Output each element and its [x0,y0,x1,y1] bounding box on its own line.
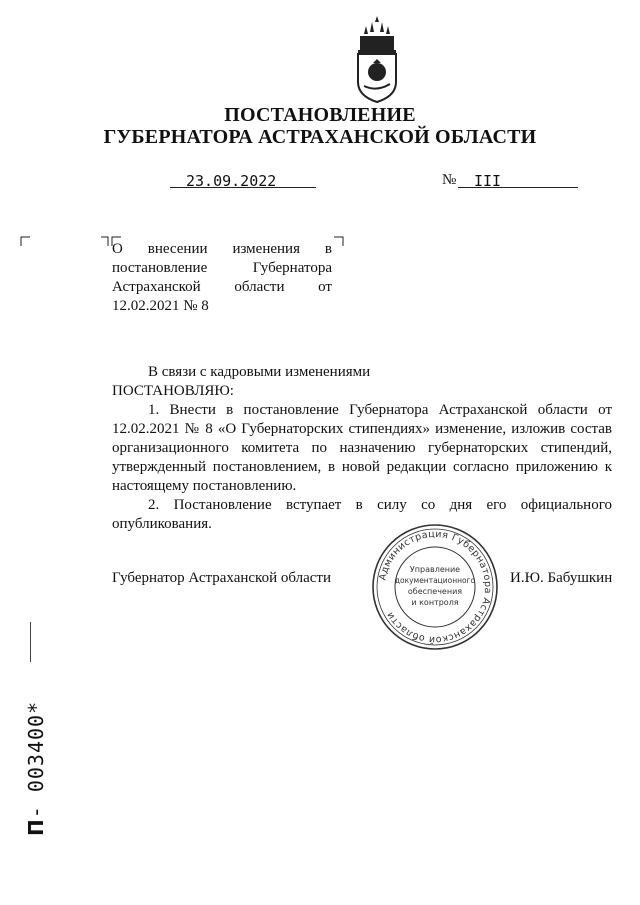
side-serial [24,701,48,836]
corner-mark-left [20,236,30,246]
document-issuer: ГУБЕРНАТОРА АСТРАХАНСКОЙ ОБЛАСТИ [103,126,537,148]
stamp-center-line-2: документационного [394,576,476,585]
item-1: 1. Внести в постановление Губернатора Астраханской области от 12.02.2021 № 8 «О Губернаторских стипендиях» изменение, изложив состав организационного комитета по назначению губернаторских стипендий, утвержденный постановлением, в новой редакции согласно приложению к настоящему постановлению. [112,402,612,494]
signatory-name: И.Ю. Бабушкин [510,570,613,586]
corner-mark-subject-right [333,236,345,246]
document-number: III [474,172,502,190]
number-label: № [442,172,457,188]
serial-prefix: П [24,818,48,836]
stamp-center-line-1: Управление [409,565,461,574]
item-2: 2. Постановление вступает в силу со дня его официального опубликования. [112,497,612,532]
number-underline [458,187,578,188]
signatory-position: Губернатор Астраханской области [112,570,332,586]
coat-of-arms-icon [352,14,402,106]
stamp-ring-text: Администрация Губернатора Астраханской области [377,528,494,646]
date-underline [170,187,316,188]
stamp-center-line-4: и контроля [411,598,459,607]
serial-code: - 003400* [24,700,48,819]
document-subject: О внесении изменения в постановление Губернатора Астраханской области от 12.02.2021 № 8 [112,241,332,314]
resolve-heading: ПОСТАНОВЛЯЮ: [112,383,234,399]
margin-line [30,622,31,662]
document-body [112,382,612,534]
document-date: 23.09.2022 [186,172,277,190]
official-stamp [370,522,500,652]
intro-text: В связи с кадровыми изменениями [148,364,371,380]
document-title: ПОСТАНОВЛЕНИЕ [224,104,416,126]
stamp-center-line-3: обеспечения [407,587,463,596]
